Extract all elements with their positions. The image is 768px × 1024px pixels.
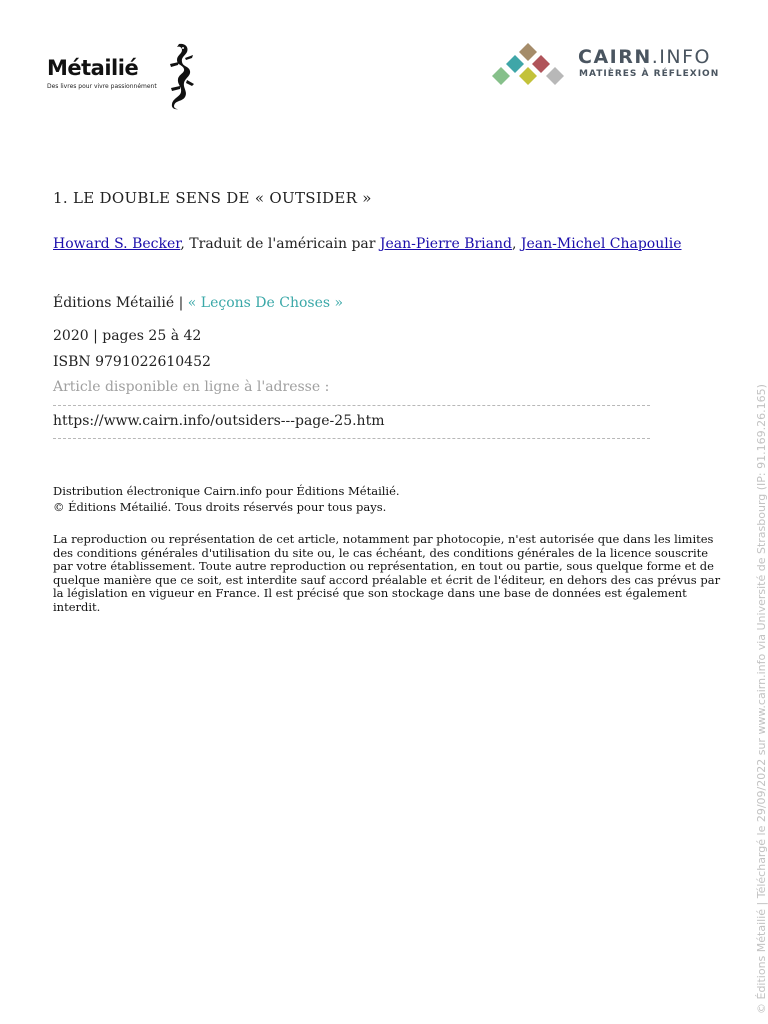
year-pages: 2020 | pages 25 à 42 [53, 328, 202, 344]
distribution-notice [53, 483, 400, 515]
publisher-line [53, 295, 343, 311]
publisher-name: Éditions Métailié [53, 295, 175, 311]
translator-link-briand[interactable]: Jean-Pierre Briand [379, 236, 512, 252]
author-link[interactable]: Howard S. Becker [53, 236, 181, 252]
cairn-logo-name: CAIRN.INFO [578, 46, 711, 68]
cairn-logo-tagline: MATIÈRES À RÉFLEXION [579, 69, 720, 79]
diamonds-icon [488, 42, 570, 90]
copyright-line: © Éditions Métailié. Tous droits réservés pour tous pays. [53, 500, 387, 514]
translated-by-text: , Traduit de l'américain par [180, 236, 380, 252]
publisher-logo-tagline: Des livres pour vivre passionnément [47, 83, 157, 90]
publisher-logo [47, 42, 197, 112]
lizard-icon [165, 42, 195, 110]
publisher-separator: | [174, 295, 188, 311]
article-title: 1. LE DOUBLE SENS DE « OUTSIDER » [53, 189, 372, 207]
legal-notice: La reproduction ou représentation de cet article, notamment par photocopie, n'est autorisée que dans les limites des conditions générales d'utilisation du site ou, le cas échéant, des conditions générales de la licence souscrite par votre établissement. Toute autre reproduction ou représentation, en tout ou partie, sous quelque forme et de quelque manière que ce soit, est interdite sauf accord préalable et écrit de l'éditeur, en dehors des cas prévus par la législation en vigueur en France. Il est précisé que son stockage dans une base de données est également interdit. [53, 532, 721, 614]
publisher-logo-name: Métailié [47, 56, 139, 80]
translators-separator: , [511, 236, 521, 252]
translator-link-chapoulie[interactable]: Jean-Michel Chapoulie [520, 236, 682, 252]
cairn-logo [488, 42, 728, 92]
available-online-label: Article disponible en ligne à l'adresse : [53, 379, 330, 395]
download-watermark: © Éditions Métailié | Téléchargé le 29/09/2022 sur www.cairn.info via Université de Strasbourg (IP: 91.169.26.165) [755, 384, 768, 1014]
authors-line [53, 236, 693, 253]
collection-link[interactable]: « Leçons De Choses » [187, 295, 344, 311]
isbn: ISBN 9791022610452 [53, 354, 211, 370]
divider [53, 405, 650, 406]
divider [53, 438, 650, 439]
distribution-line: Distribution électronique Cairn.info pour Éditions Métailié. [53, 484, 400, 498]
article-url[interactable]: https://www.cairn.info/outsiders---page-25.htm [53, 413, 385, 429]
